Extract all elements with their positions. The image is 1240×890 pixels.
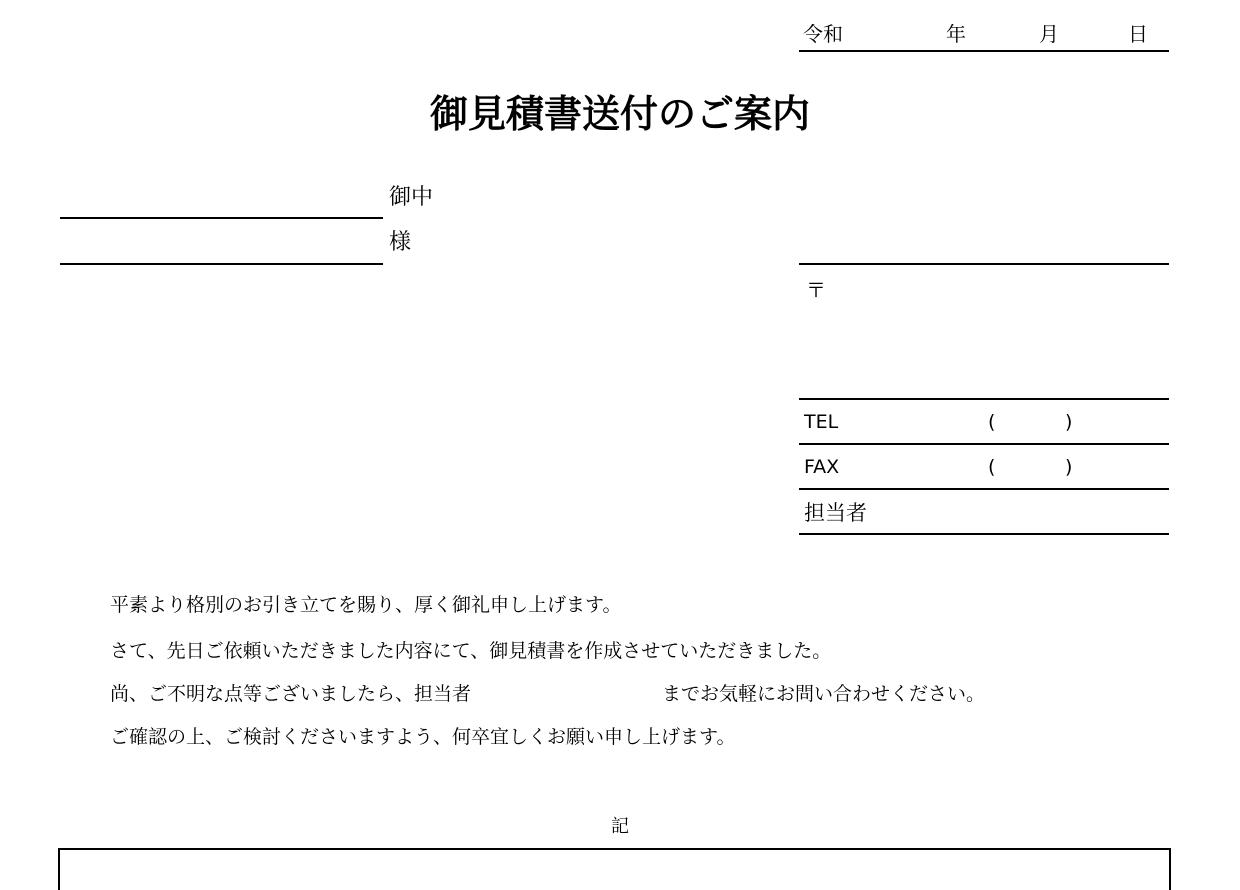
sender-name-underline [799, 263, 1169, 265]
body-line-3: 尚、ご不明な点等ございましたら、担当者 [110, 683, 472, 705]
tel-paren-close: ) [1065, 411, 1073, 433]
body-line-4: ご確認の上、ご検討くださいますよう、何卒宜しくお願い申し上げます。 [110, 726, 736, 748]
body-line-2: さて、先日ご依頼いただきました内容にて、御見積書を作成させていただきました。 [110, 640, 832, 662]
recipient-company-suffix: 御中 [389, 185, 434, 210]
person-in-charge-label: 担当者 [804, 501, 867, 525]
date-underline [799, 50, 1169, 52]
sender-address-field[interactable] [830, 270, 1165, 395]
recipient-person-field[interactable] [60, 232, 383, 263]
recipient-company-field[interactable] [60, 186, 383, 218]
fax-paren-close: ) [1065, 456, 1073, 478]
fax-underline [799, 488, 1169, 490]
date-era: 令和 [803, 22, 843, 46]
body-line-3-tail: までお気軽にお問い合わせください。 [662, 683, 986, 705]
person-in-charge-field[interactable] [880, 493, 1165, 531]
postal-mark: 〒 [806, 278, 826, 302]
contact-person-field[interactable] [490, 680, 655, 710]
date-year-label: 年 [946, 22, 966, 46]
body-line-1: 平素より格別のお引き立てを賜り、厚く御礼申し上げます。 [110, 594, 622, 616]
tel-paren-open: ( [988, 411, 996, 433]
tel-label: TEL [804, 411, 839, 433]
ki-heading: 記 [611, 816, 629, 837]
tel-field[interactable] [860, 403, 1165, 441]
details-table [58, 848, 1171, 890]
fax-label: FAX [804, 456, 840, 478]
date-day-label: 日 [1128, 22, 1148, 46]
recipient-person-suffix: 様 [389, 230, 412, 255]
recipient-person-underline [60, 263, 383, 265]
recipient-company-underline [60, 217, 383, 219]
page-title: 御見積書送付のご案内 [429, 92, 810, 136]
fax-field[interactable] [860, 448, 1165, 486]
address-underline [799, 398, 1169, 400]
tel-underline [799, 443, 1169, 445]
date-month-label: 月 [1039, 22, 1059, 46]
fax-paren-open: ( [988, 456, 996, 478]
person-in-charge-underline [799, 533, 1169, 535]
